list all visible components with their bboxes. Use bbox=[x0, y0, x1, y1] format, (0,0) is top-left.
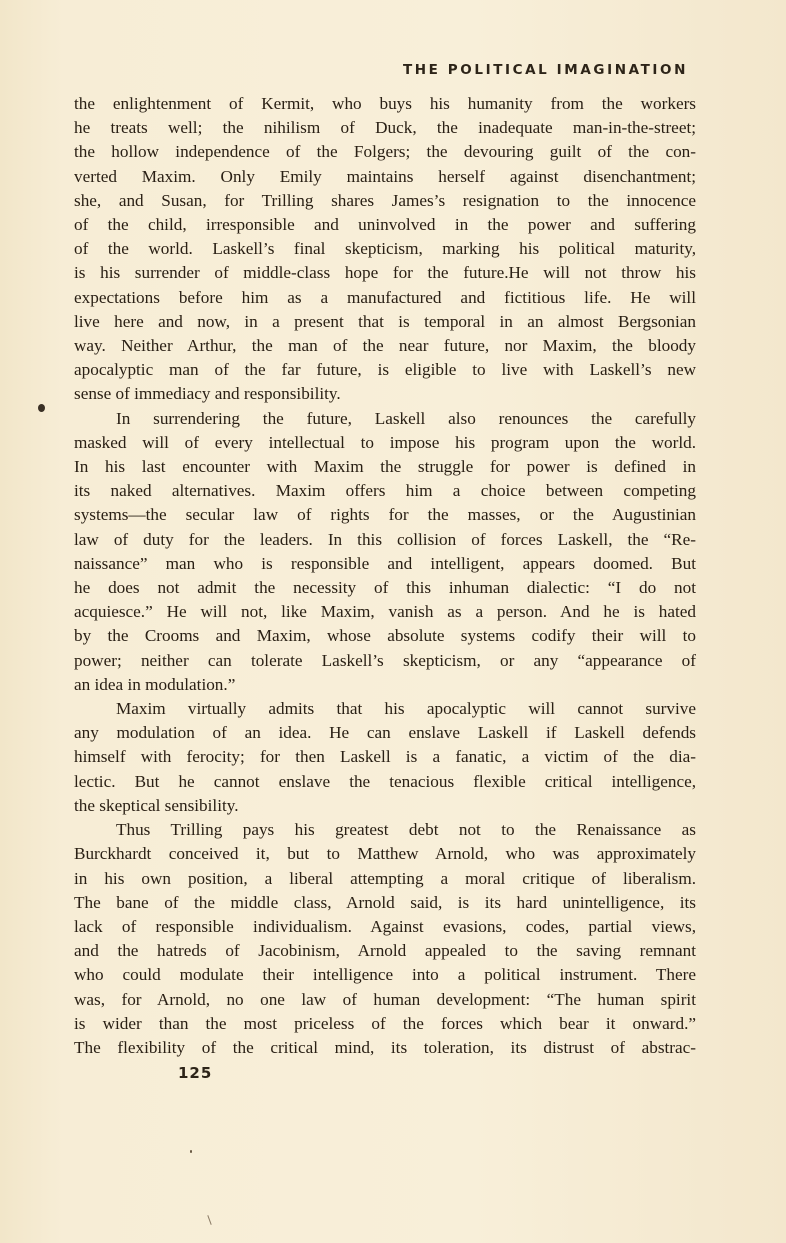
text-line: its naked alternatives. Maxim offers him a choice between competing bbox=[74, 481, 696, 501]
text-line: the enlightenment of Kermit, who buys his humanity from the workers bbox=[74, 94, 696, 113]
body-text bbox=[74, 92, 696, 1060]
text-line: verted Maxim. Only Emily maintains herself against disenchantment; bbox=[74, 166, 696, 186]
text-line: lack of responsible individualism. Against evasions, codes, partial views, bbox=[74, 916, 696, 936]
text-line: of the child, irresponsible and uninvolved in the power and suffering bbox=[74, 215, 696, 235]
text-line: In surrendering the future, Laskell also renounces the carefully bbox=[116, 408, 696, 428]
text-line: apocalyptic man of the far future, is eligible to live with Laskell’s new bbox=[74, 360, 696, 380]
text-line: Burckhardt conceived it, but to Matthew Arnold, who was approximately bbox=[74, 844, 696, 864]
paper-mark bbox=[207, 1215, 211, 1225]
text-line: in his own position, a liberal attempting a moral critique of liberalism. bbox=[74, 868, 696, 888]
text-line: an idea in modulation.” bbox=[74, 674, 236, 694]
text-line: masked will of every intellectual to impose his program upon the world. bbox=[74, 432, 696, 452]
text-line: Thus Trilling pays his greatest debt not to the Renaissance as bbox=[116, 820, 696, 840]
text-line: lectic. But he cannot enslave the tenacious flexible critical intelligence, bbox=[74, 771, 696, 791]
text-line: way. Neither Arthur, the man of the near future, nor Maxim, the bloody bbox=[74, 336, 696, 356]
text-line: who could modulate their intelligence into a political instrument. There bbox=[74, 965, 696, 985]
running-head: THE POLITICAL IMAGINATION bbox=[402, 62, 688, 78]
text-line: sense of immediacy and responsibility. bbox=[74, 384, 341, 404]
text-line: is wider than the most priceless of the forces which bear it onward.” bbox=[74, 1013, 696, 1033]
text-line: he treats well; the nihilism of Duck, the inadequate man-in-the-street; bbox=[74, 118, 696, 138]
text-line: expectations before him as a manufactured and fictitious life. He will bbox=[74, 287, 696, 307]
text-line: acquiesce.” He will not, like Maxim, vanish as a person. And he is hated bbox=[74, 602, 696, 622]
text-line: naissance” man who is responsible and intelligent, appears doomed. But bbox=[74, 553, 696, 573]
text-line: power; neither can tolerate Laskell’s skepticism, or any “appearance of bbox=[74, 650, 696, 670]
text-line: is his surrender of middle-class hope for the future.He will not throw his bbox=[74, 263, 696, 283]
text-line: of the world. Laskell’s final skepticism, marking his political maturity, bbox=[74, 239, 696, 259]
text-line: the skeptical sensibility. bbox=[74, 795, 239, 815]
text-line: he does not admit the necessity of this inhuman dialectic: “I do not bbox=[74, 578, 696, 598]
text-line: live here and now, in a present that is temporal in an almost Bergsonian bbox=[74, 311, 696, 331]
text-line: systems—the secular law of rights for the masses, or the Augustinian bbox=[74, 505, 696, 525]
text-line: law of duty for the leaders. In this collision of forces Laskell, the “Re- bbox=[74, 529, 696, 549]
text-line: was, for Arnold, no one law of human development: “The human spirit bbox=[74, 989, 696, 1009]
text-line: Maxim virtually admits that his apocalyptic will cannot survive bbox=[116, 699, 696, 719]
text-line: The bane of the middle class, Arnold said, is its hard unintelligence, its bbox=[74, 892, 696, 912]
text-line: The flexibility of the critical mind, its toleration, its distrust of abstrac- bbox=[74, 1037, 696, 1057]
paper-speck bbox=[190, 1150, 192, 1153]
text-line: himself with ferocity; for then Laskell is a fanatic, a victim of the dia- bbox=[74, 747, 696, 767]
text-line: and the hatreds of Jacobinism, Arnold appealed to the saving remnant bbox=[74, 941, 696, 961]
page-number: 125 bbox=[178, 1064, 213, 1082]
text-line: she, and Susan, for Trilling shares James’s resignation to the innocence bbox=[74, 190, 696, 210]
text-line: any modulation of an idea. He can enslave Laskell if Laskell defends bbox=[74, 723, 696, 743]
text-line: the hollow independence of the Folgers; the devouring guilt of the con- bbox=[74, 142, 696, 162]
text-line: by the Crooms and Maxim, whose absolute systems codify their will to bbox=[74, 626, 696, 646]
margin-mark bbox=[38, 404, 45, 412]
text-line: In his last encounter with Maxim the struggle for power is defined in bbox=[74, 457, 696, 477]
